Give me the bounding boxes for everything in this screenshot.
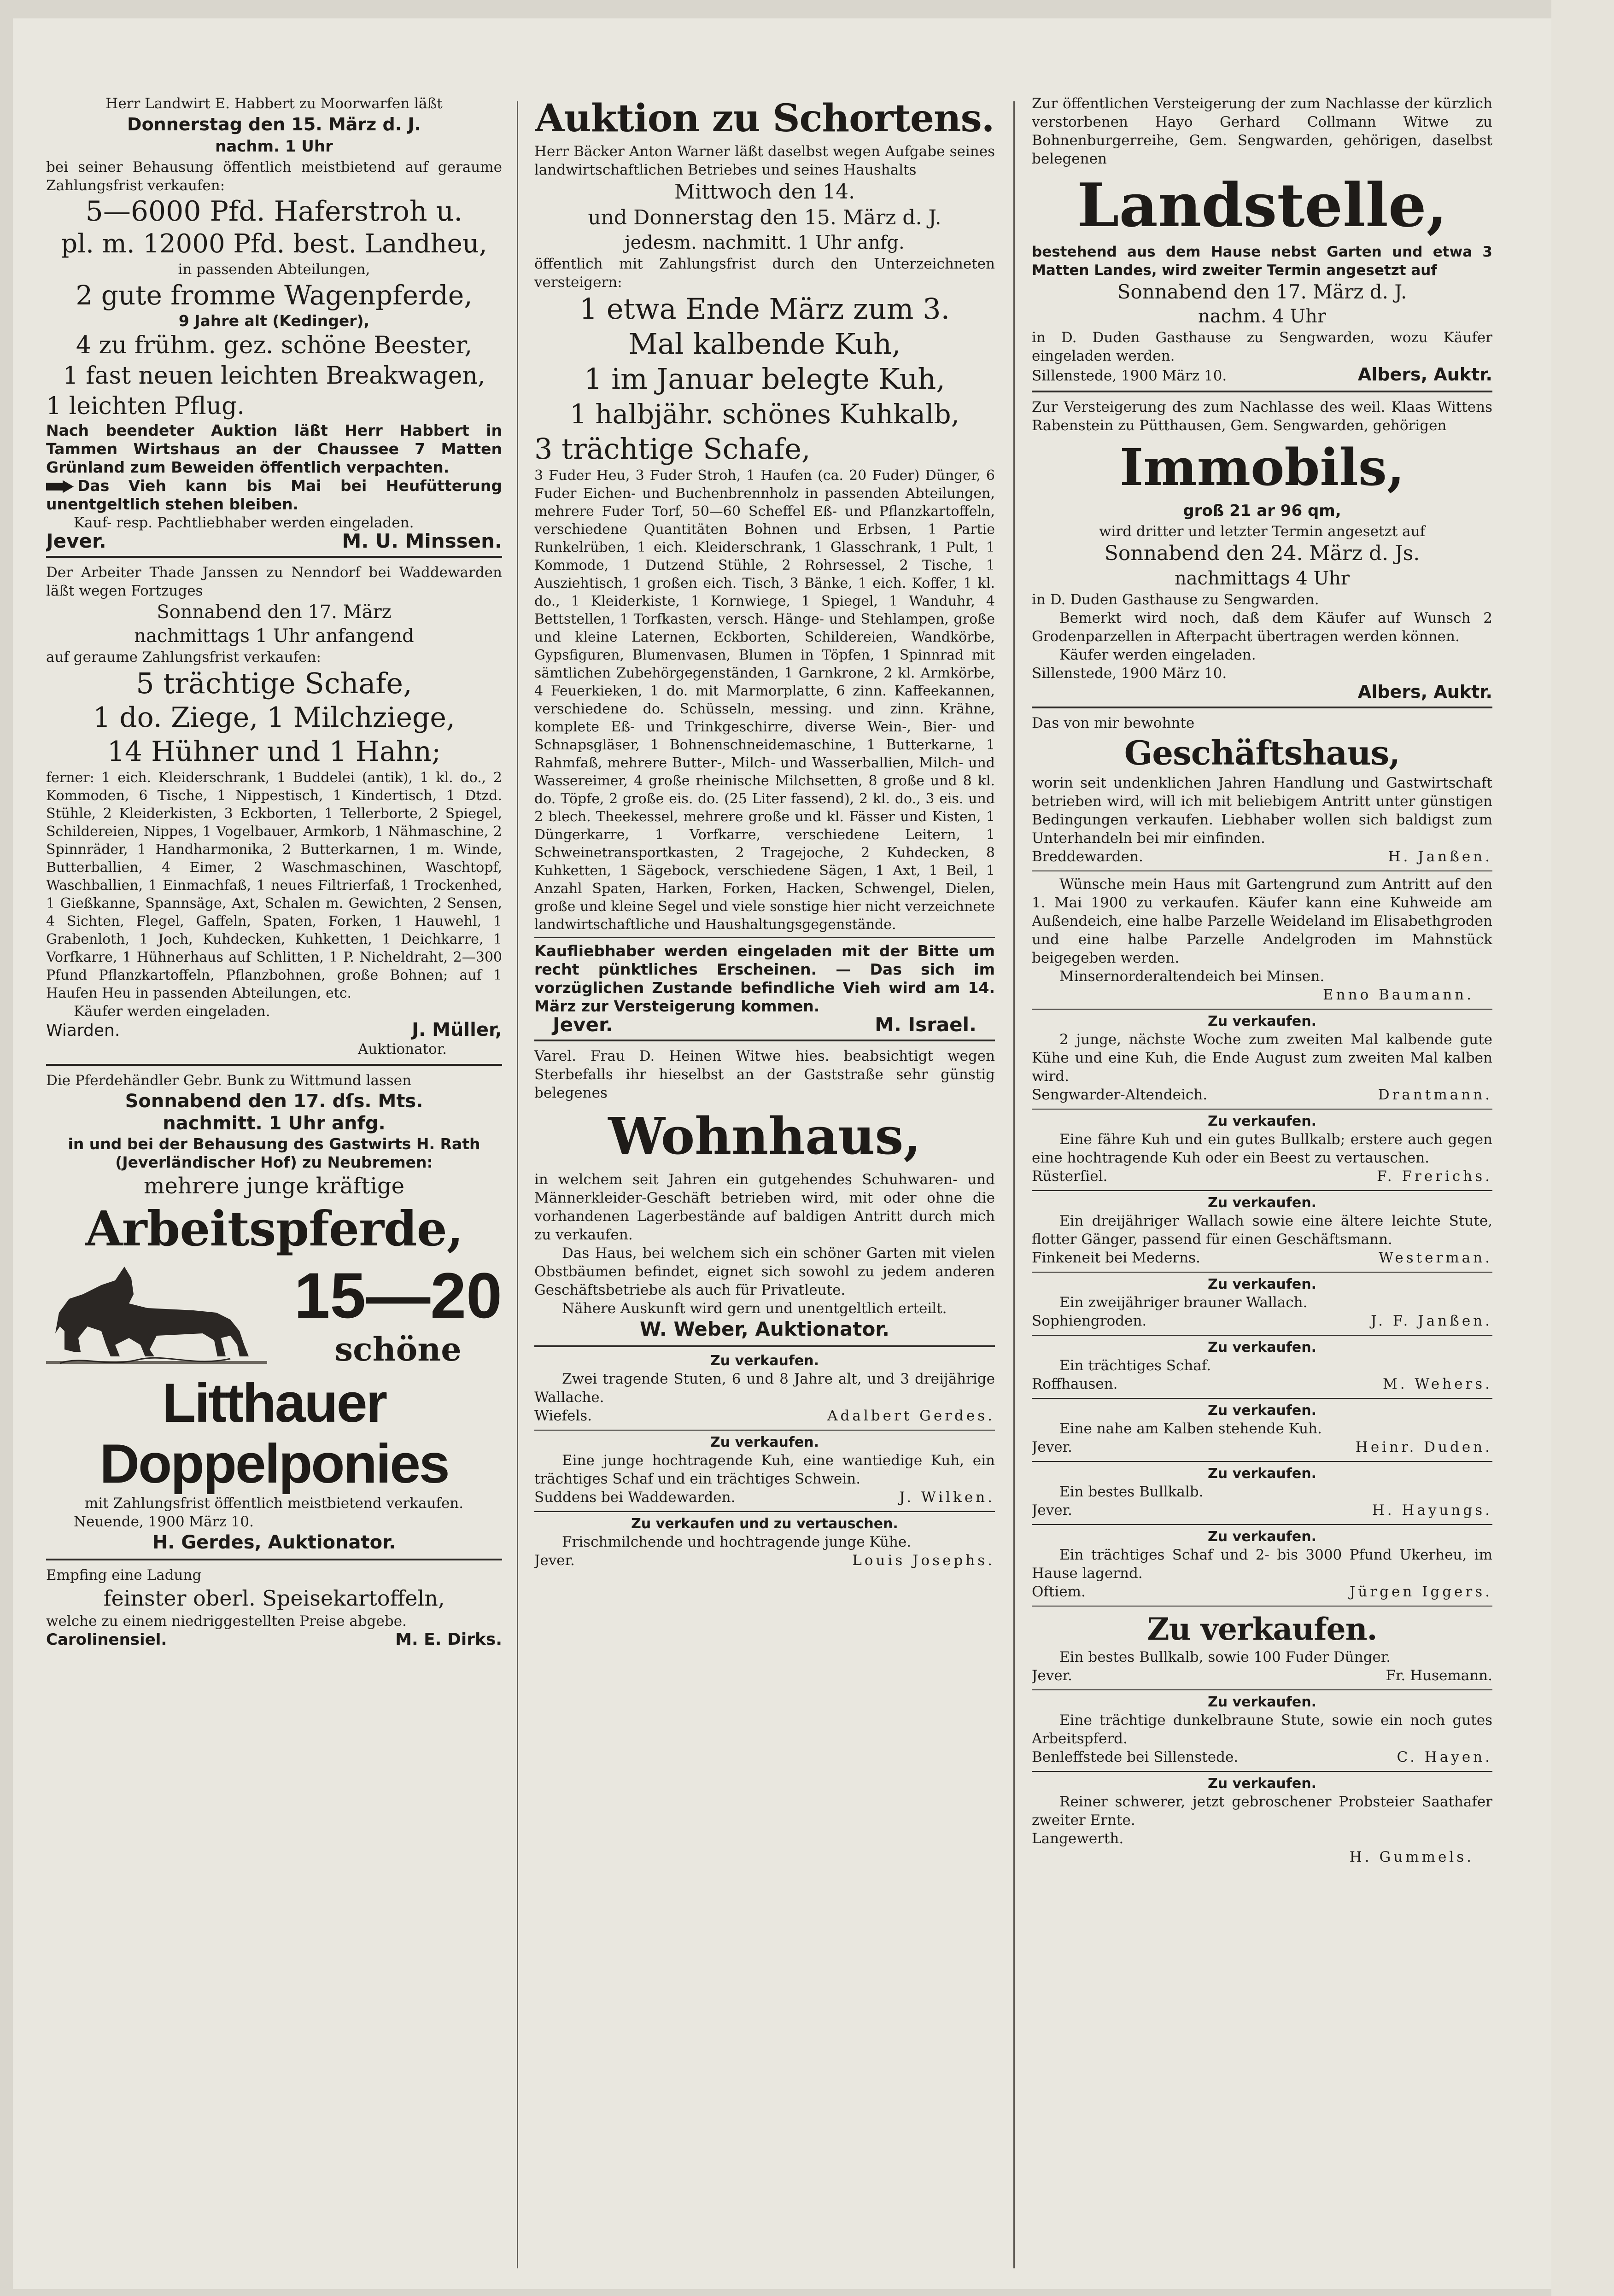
ad-signer-title: Auktionator. xyxy=(357,1041,447,1057)
ad-immobils xyxy=(1032,398,1492,701)
ad-where: in D. Duden Gasthause zu Sengwarden. xyxy=(1032,591,1319,608)
ad-divider xyxy=(1032,1109,1492,1110)
ad-divider xyxy=(1032,707,1492,708)
ad-frerichs xyxy=(1032,1113,1492,1186)
ad-suddens xyxy=(534,1434,995,1507)
ad-signature xyxy=(534,1013,995,1036)
ad-iggers xyxy=(1032,1529,1492,1601)
ad-signature xyxy=(46,1630,502,1649)
ad-list: ferner: 1 eich. Kleiderschrank, 1 Buddelei (antik), 1 kl. do., 2 Kommoden, 6 Tische, 1 Nippestisch, 1 Kindertisch, 1 Dtzd. Stühle, 2 Kleiderkisten, 3 Eckborten, 1 Tellerborte, 2 Spiegel, Schildereien, Nippes, 1 Vogelbauer, Armkorb, 1 Nähmaschine, 2 Spinnräder, 1 Handharmonika, 2 Butterkarnen, 1 m. Winde, Butterballien, 4 Eimer, 2 Waschmaschinen, Waschtopf, Waschballien, 1 Einmachfaß, 1 neues Filtrierfaß, 1 Trockenhed, 1 Gießkanne, Spannsäge, Axt, Schalen m. Gewichten, 2 Sensen, 4 Sichten, Flegel, Gaffeln, Spaten, Forken, 1 Hauwehl, 1 Grabenloth, 1 Joch, Kuhdecken, Kuhketten, 1 Deichkarre, 1 Vorfkarre, 1 Hühnerhaus auf Schlitten, 1 P. Nicheldraht, 2—300 Pfund Pflanzkartoffeln, Pflanzbohnen, große Bohnen; auf 1 Haufen Heu in passenden Abteilungen, etc. xyxy=(46,770,502,1001)
ad-item: 3 trächtige Schafe, xyxy=(534,432,811,466)
ad-divider xyxy=(1032,1335,1492,1336)
ad-item: 1 leichten Pflug. xyxy=(46,392,245,420)
ad-husemann xyxy=(1032,1610,1492,1685)
ad-signer: H. Hayungs. xyxy=(1372,1502,1492,1519)
ad-divider xyxy=(1032,1606,1492,1607)
ad-signer: Fr. Husemann. xyxy=(1386,1667,1492,1684)
ad-body: worin seit undenklichen Jahren Handlung und Gastwirtschaft betrieben wird, will ich mit beliebigem Antritt unter günstigen Bedingungen verkaufen. Liebhaber wollen sich baldigst zum Unterhandeln bei mir einfinden. xyxy=(1032,775,1492,847)
ad-signature xyxy=(1032,1086,1492,1104)
ad-hayungs xyxy=(1032,1466,1492,1519)
ad-name: Litthauer xyxy=(162,1372,386,1434)
ad-head: Zu verkaufen. xyxy=(1208,1402,1316,1419)
ad-signature xyxy=(1032,1249,1492,1267)
ad-dateline: Neuende, 1900 März 10. xyxy=(74,1513,254,1530)
ad-item: 1 im Januar belegte Kuh, xyxy=(584,362,945,396)
ad-text: Ein bestes Bullkalb, sowie 100 Fuder Dünger. xyxy=(1059,1649,1391,1665)
ad-headline: Immobils, xyxy=(1119,438,1405,497)
ad-signer: Louis Josephs. xyxy=(852,1552,995,1569)
ad-text: Ein zweijähriger brauner Wallach. xyxy=(1059,1294,1308,1311)
ad-head: Zu verkaufen. xyxy=(1208,1694,1316,1710)
ad-schortens xyxy=(534,94,995,1034)
ad-date: Sonnabend den 24. März d. Js. xyxy=(1104,542,1420,565)
ad-text: Eine nahe am Kalben stehende Kuh. xyxy=(1059,1420,1322,1437)
ad-terms: öffentlich mit Zahlungsfrist durch den Unterzeichneten versteigern: xyxy=(534,256,995,291)
ad-varel xyxy=(534,1047,995,1340)
ad-signer: F. Frerichs. xyxy=(1377,1168,1492,1185)
ad-terms: mit Zahlungsfrist öffentlich meistbietend verkaufen. xyxy=(84,1495,464,1512)
ad-intro: Varel. Frau D. Heinen Witwe hies. beabsichtigt wegen Sterbefalls ihr hieselbst an der Gaststraße sehr günstig belegenes xyxy=(534,1048,995,1101)
ad-signer: Adalbert Gerdes. xyxy=(827,1408,995,1424)
ad-notice: Kaufliebhaber werden eingeladen mit der Bitte um recht pünktliches Erscheinen. — Das sich im vorzüglichen Zustande befindliche Vieh wird am 14. März zur Versteigerung kommen. xyxy=(534,942,995,1015)
ad-divider xyxy=(534,1040,995,1041)
ad-text: Frischmilchende und hochtragende junge Kühe. xyxy=(562,1534,912,1550)
ad-text: Eine junge hochtragende Kuh, eine wantiedige Kuh, ein trächtiges Schaf und ein trächtiges Schwein. xyxy=(534,1452,995,1487)
ad-note: Das Vieh kann bis Mai bei Heufütterung unentgeltlich stehen bleiben. xyxy=(46,477,502,513)
ad-body: in welchem seit Jahren ein gutgehendes Schuhwaren- und Männerkleider-Geschäft betrieben wird, mit oder ohne die vorhandenen Lagerbestände auf baldigen Antritt durch mich zu verkaufen. xyxy=(534,1171,995,1243)
ad-signer: Westerman. xyxy=(1379,1250,1492,1266)
ad-signature xyxy=(1032,1748,1492,1766)
ad-signature xyxy=(1032,847,1492,866)
ad-head: Zu verkaufen und zu vertauschen. xyxy=(631,1516,898,1532)
ad-signer: H. Gummels. xyxy=(1349,1849,1474,1865)
ad-divider xyxy=(1032,1398,1492,1399)
ad-item: 4 zu frühm. gez. schöne Beester, xyxy=(76,332,473,359)
ad-divider xyxy=(1032,870,1492,871)
ad-divider xyxy=(1032,1272,1492,1273)
ad-signer: Enno Baumann. xyxy=(1323,987,1474,1003)
page-edge xyxy=(1551,0,1614,2296)
ad-place: Finkeneit bei Mederns. xyxy=(1032,1250,1200,1266)
ad-signature xyxy=(1032,1312,1492,1330)
ad-headline: Wohnhaus, xyxy=(608,1106,921,1166)
ad-signature xyxy=(534,1551,995,1570)
ad-date: Sonnabend den 17. März xyxy=(157,602,392,623)
ad-signature xyxy=(46,532,502,550)
ad-signature xyxy=(534,1407,995,1425)
ad-divider xyxy=(1032,1190,1492,1191)
column-1 xyxy=(46,94,502,2273)
ad-signer: Jürgen Iggers. xyxy=(1349,1583,1492,1600)
ad-baumann xyxy=(1032,875,1492,1004)
ad-signature xyxy=(1032,1167,1492,1186)
ad-item: 5 trächtige Schafe, xyxy=(136,666,412,700)
ad-text: Eine trächtige dunkelbraune Stute, sowie ein noch gutes Arbeitspferd. xyxy=(1032,1712,1492,1747)
ad-time: jedesm. nachmitt. 1 Uhr anfg. xyxy=(625,232,905,253)
ad-date: Sonnabend den 17. dſs. Mts. xyxy=(125,1091,423,1112)
ad-hayen xyxy=(1032,1694,1492,1766)
ad-item-note: in passenden Abteilungen, xyxy=(178,261,370,278)
ad-text: Wünsche mein Haus mit Gartengrund zum Antritt auf den 1. Mai 1900 zu verkaufen. Käufer kann eine Kuhweide am Außendeich, eine halbe Parzelle Weideland im Elisabethgroden und eine halbe Parzelle Andelgroden im Mahnstück beigegeben werden. xyxy=(1032,876,1492,966)
ad-landstelle xyxy=(1032,94,1492,385)
ad-place: Breddewarden. xyxy=(1032,848,1143,865)
ad-signer: H. Janßen. xyxy=(1388,848,1492,865)
ad-place: Sengwarder-Altendeich. xyxy=(1032,1087,1208,1103)
ad-divider xyxy=(534,937,995,938)
ad-invite: Käufer werden eingeladen. xyxy=(1059,647,1256,663)
ad-sub: mehrere junge kräftige xyxy=(143,1173,405,1199)
ad-place: Benleffstede bei Sillenstede. xyxy=(1032,1749,1239,1765)
ad-place: Jever. xyxy=(1032,1667,1072,1684)
ad-date: Sonnabend den 17. März d. J. xyxy=(1117,280,1407,303)
ad-signer: Albers, Auktr. xyxy=(1357,682,1492,702)
ad-signer: W. Weber, Auktionator. xyxy=(640,1318,889,1340)
ad-signer: M. Israel. xyxy=(875,1013,977,1036)
ad-time: nachm. 1 Uhr xyxy=(215,137,333,156)
ad-divider xyxy=(46,556,502,558)
ad-intro: Die Pferdehändler Gebr. Bunk zu Wittmund lassen xyxy=(46,1072,412,1089)
ad-time: nachm. 4 Uhr xyxy=(1198,306,1326,327)
ad-divider xyxy=(1032,1771,1492,1772)
column-2 xyxy=(534,94,995,2273)
column-3 xyxy=(1032,94,1492,2273)
ad-dateline: Sillenstede, 1900 März 10. xyxy=(1032,368,1227,384)
ad-signature xyxy=(1032,365,1492,385)
ad-place: Rüsterſiel. xyxy=(1032,1168,1108,1185)
ad-dateline: Sillenstede, 1900 März 10. xyxy=(1032,665,1227,682)
horse-row xyxy=(46,1257,502,1373)
ad-text: Ein trächtiges Schaf. xyxy=(1059,1357,1211,1374)
ad-janssen xyxy=(1032,1276,1492,1330)
ponies-adjective: schöne xyxy=(334,1330,462,1368)
ad-desc: bestehend aus dem Hause nebst Garten und etwa 3 Matten Landes, wird zweiter Termin angesetzt auf xyxy=(1032,244,1492,279)
ad-list: 3 Fuder Heu, 3 Fuder Stroh, 1 Haufen (ca. 20 Fuder) Dünger, 6 Fuder Eichen- und Buchenbrennholz in passenden Abteilungen, mehrere Fuder Torf, 50—60 Scheffel Eß- und Pflanzkartoffeln, verschiedene Quantitäten Bohnen und Erbsen, 1 Partie Runkelrüben, 1 eich. Kleiderschrank, 1 Glasschrank, 1 Pult, 1 Kommode, 1 Dutzend Stühle, 2 Rohrsessel, 2 Tische, 1 Ausziehtisch, 1 großen eich. Tisch, 3 Bänke, 1 eich. Koffer, 1 kl. do., 1 Kleiderkiste, 1 Kornwiege, 1 Spiegel, 1 Wanduhr, 4 Bettstellen, 1 Torfkasten, versch. Hänge- und Stehlampen, große und kleine Laternen, Eckborten, Schildereien, Wandkörbe, Gypsfiguren, Blumenvasen, Blumen in Töpfen, 1 Spinnrad mit sämtlichen Zubehörgegenständen, 1 Garnkrone, 2 kl. Armkörbe, 4 Feuerkieken, 1 do. mit Marmorplatte, 6 zinn. Kaffeekannen, verschiedene do. Schüsseln, messing. und zinn. Krähne, komplete Eß- und Trinkgeschirre, diverse Wein-, Bier- und Schnapsgläser, 1 Bohnenschneidemaschine, 1 Butterkarne, 1 Rahmfaß, mehrere Butter-, Milch- und Wasserballien, Milch- und Wassereimer, 4 große rheinische Milchsetten, 8 große und 8 kl. do. Töpfe, 2 große eis. do. (25 Liter fassend), 2 kl. do., 3 eis. und 2 blech. Theekessel, mehrere große und kl. Fässer und Kisten, 1 Düngerkarre, 1 Vorfkarre, verschiedene Leitern, 1 Schweinetransportkasten, 2 Tragejoche, 2 Kuhdecken, 8 Kuhketten, 1 Sägebock, verschiedene Sägen, 1 Axt, 1 Beil, 1 Anzahl Spaten, Harken, Forken, Hacken, Schwengel, Dielen, große und kleine Segel und viele sonstige hier nicht verzeichnete landwirtschaftliche und Haushaltungsgegenstände. xyxy=(534,467,995,933)
ad-divider xyxy=(46,1064,502,1066)
ad-headline: feinster oberl. Speisekartoffeln, xyxy=(103,1586,445,1611)
ad-place: Sophiengroden. xyxy=(1032,1313,1147,1329)
ad-signature xyxy=(1032,1666,1492,1685)
ad-signature xyxy=(534,1488,995,1507)
ad-signer: Drantmann. xyxy=(1378,1087,1492,1103)
ad-intro: Das von mir bewohnte xyxy=(1032,715,1195,731)
ad-gummels xyxy=(1032,1776,1492,1866)
ad-sub: welche zu einem niedriggestellten Preise abgebe. xyxy=(46,1613,407,1630)
ad-head: Zu verkaufen. xyxy=(1208,1195,1316,1211)
ad-signer: M. E. Dirks. xyxy=(395,1630,502,1649)
ad-divider xyxy=(1032,1009,1492,1010)
ad-place-line: in und bei der Behausung des Gastwirts H. Rath (Jeverländischer Hof) zu Neubremen: xyxy=(68,1135,480,1171)
ad-head: Zu verkaufen. xyxy=(1208,1776,1316,1792)
ad-time: nachmitt. 1 Uhr anfg. xyxy=(163,1113,386,1134)
ponies-number: 15—20 xyxy=(294,1259,502,1332)
ad-item: 5—6000 Pfd. Haferstroh u. xyxy=(85,195,463,228)
ad-signer: M. U. Minssen. xyxy=(342,530,502,552)
ad-item: 14 Hühner und 1 Hahn; xyxy=(107,736,441,768)
ad-intro: Zur Versteigerung des zum Nachlasse des weil. Klaas Wittens Rabenstein zu Pütthausen, Gem. Sengwarden, gehörigen xyxy=(1032,399,1492,434)
ad-divider xyxy=(1032,1524,1492,1525)
ad-signature xyxy=(1032,1583,1492,1601)
ad-intro: Zur öffentlichen Versteigerung der zum Nachlasse der kürzlich verstorbenen Hayo Gerhard Collmann Witwe zu Bohnenburgerreihe, Gem. Sengwarden, gehörigen, daselbst belegenen xyxy=(1032,95,1492,167)
ad-invite: Käufer werden eingeladen. xyxy=(74,1003,270,1020)
ad-carolinensiel xyxy=(46,1566,502,1649)
ad-signer: J. F. Janßen. xyxy=(1371,1313,1492,1329)
ad-place: Jever. xyxy=(534,1552,575,1569)
ad-wehers xyxy=(1032,1339,1492,1393)
ad-where: in D. Duden Gasthause zu Sengwarden, wozu Käufer eingeladen werden. xyxy=(1032,329,1492,364)
ad-josephs xyxy=(534,1516,995,1570)
ad-after: Nach beendeter Auktion läßt Herr Habbert in Tammen Wirtshaus an der Chaussee 7 Matten Grünland zum Beweiden öffentlich verpachten. xyxy=(46,421,502,476)
ad-text: Eine fähre Kuh und ein gutes Bullkalb; erstere auch gegen eine hochtragende Kuh oder ein Beest zu vertauschen. xyxy=(1032,1131,1492,1166)
ad-signer: M. Wehers. xyxy=(1382,1376,1492,1392)
ad-text: Reiner schwerer, jetzt gebroschener Probsteier Saathafer zweiter Ernte. xyxy=(1032,1794,1492,1829)
ad-date: und Donnerstag den 15. März d. J. xyxy=(588,206,942,229)
ad-duden xyxy=(1032,1402,1492,1456)
ad-place: Carolinensiel. xyxy=(46,1630,167,1649)
ad-item: 1 do. Ziege, 1 Milchziege, xyxy=(93,701,455,734)
ad-moorwarfen xyxy=(46,94,502,550)
ad-divider xyxy=(534,1511,995,1512)
ad-place: Minsernorderaltendeich bei Minsen. xyxy=(1059,968,1325,985)
ad-signature xyxy=(1032,664,1492,683)
ad-invite: Kauf- resp. Pachtliebhaber werden eingeladen. xyxy=(74,514,414,531)
ad-item: 1 etwa Ende März zum 3. xyxy=(579,292,950,326)
ad-text: Ein dreijähriger Wallach sowie eine ältere leichte Stute, flotter Gänger, passend für einen Geschäftsmann. xyxy=(1032,1213,1492,1248)
ad-geschaeftshaus xyxy=(1032,714,1492,866)
ad-signer: H. Gerdes, Auktionator. xyxy=(152,1532,396,1553)
ad-size: groß 21 ar 96 qm, xyxy=(1183,502,1341,520)
ad-signature xyxy=(1032,1501,1492,1519)
ad-signer: J. Wilken. xyxy=(899,1489,995,1506)
ad-signer: Albers, Auktr. xyxy=(1357,364,1492,385)
ad-place: Langewerth. xyxy=(1032,1830,1124,1847)
pointing-hand-icon xyxy=(46,480,74,493)
ad-place: Wiarden. xyxy=(46,1021,120,1040)
ad-intro: Empfing eine Ladung xyxy=(46,1567,202,1583)
ad-text: Zwei tragende Stuten, 6 und 8 Jahre alt, und 3 dreijährige Wallache. xyxy=(534,1371,995,1406)
ad-signature xyxy=(46,1021,502,1040)
ad-date: Donnerstag den 15. März d. J. xyxy=(127,114,421,134)
ad-terms: auf geraume Zahlungsfrist verkaufen: xyxy=(46,649,321,666)
ad-divider xyxy=(46,1559,502,1560)
ad-place: Wiefels. xyxy=(534,1408,592,1424)
ad-signature xyxy=(1032,1375,1492,1393)
ad-drantmann xyxy=(1032,1013,1492,1104)
ad-item: 1 halbjähr. schönes Kuhkalb, xyxy=(569,398,960,430)
ad-divider xyxy=(534,1430,995,1431)
ad-place: Roffhausen. xyxy=(1032,1376,1118,1392)
ad-head: Zu verkaufen. xyxy=(710,1434,819,1450)
ad-divider xyxy=(1032,1689,1492,1690)
ad-head: Zu verkaufen. xyxy=(1208,1013,1316,1029)
ad-time: nachmittags 4 Uhr xyxy=(1174,568,1350,589)
ad-intro: Der Arbeiter Thade Janssen zu Nenndorf bei Waddewarden läßt wegen Fortzuges xyxy=(46,564,502,599)
ad-headline: Auktion zu Schortens. xyxy=(535,96,994,140)
ad-wiefels xyxy=(534,1353,995,1425)
ad-signature xyxy=(1032,1438,1492,1456)
ad-head: Zu verkaufen. xyxy=(710,1353,819,1369)
ad-wittmund xyxy=(46,1071,502,1553)
ad-body: Das Haus, bei welchem sich ein schöner Garten mit vielen Obstbäumen befindet, eignet sich sowohl zu jedem anderen Geschäftsbetriebe als auch für Privatleute. xyxy=(534,1245,995,1298)
ad-head: Zu verkaufen. xyxy=(1147,1611,1377,1647)
ad-headline: Arbeitspferde, xyxy=(85,1200,463,1257)
ad-westerman xyxy=(1032,1195,1492,1267)
ad-signer: C. Hayen. xyxy=(1397,1749,1492,1765)
ad-headline: Landstelle, xyxy=(1077,170,1447,240)
ad-head: Zu verkaufen. xyxy=(1208,1466,1316,1482)
ad-date: Mittwoch den 14. xyxy=(674,180,855,204)
ad-item: 1 fast neuen leichten Breakwagen, xyxy=(63,362,485,390)
ad-head: Zu verkaufen. xyxy=(1208,1276,1316,1292)
ad-terms: bei seiner Behausung öffentlich meistbietend auf geraume Zahlungsfrist verkaufen: xyxy=(46,159,502,194)
ad-item: Mal kalbende Kuh, xyxy=(628,327,901,361)
ad-item: 2 gute fromme Wagenpferde, xyxy=(76,280,473,311)
ad-name: Doppelponies xyxy=(99,1433,449,1495)
ad-place: Jever. xyxy=(1032,1439,1072,1455)
ad-time: nachmittags 1 Uhr anfangend xyxy=(134,625,414,647)
ad-item: pl. m. 12000 Pfd. best. Landheu, xyxy=(61,229,487,259)
ad-text: Ein trächtiges Schaf und 2- bis 3000 Pfund Ukerheu, im Hause lagernd. xyxy=(1032,1547,1492,1582)
ad-headline: Geschäftshaus, xyxy=(1124,733,1400,772)
ad-signer: Heinr. Duden. xyxy=(1355,1439,1492,1455)
ad-place: Jever. xyxy=(553,1013,613,1036)
ad-text: 2 junge, nächste Woche zum zweiten Mal kalbende gute Kühe und eine Kuh, die Ende August zum zweiten Mal kalben wird. xyxy=(1032,1031,1492,1085)
ad-intro: Herr Landwirt E. Habbert zu Moorwarfen läßt xyxy=(105,95,443,112)
ad-body: Nähere Auskunft wird gern und unentgeltlich erteilt. xyxy=(562,1300,947,1317)
ad-divider xyxy=(534,1345,995,1347)
ad-place: Oftiem. xyxy=(1032,1583,1086,1600)
ad-note: Bemerkt wird noch, daß dem Käufer auf Wunsch 2 Grodenparzellen in Afterpacht übertragen werden können. xyxy=(1032,610,1492,645)
ponies-count xyxy=(294,1261,502,1369)
ad-head: Zu verkaufen. xyxy=(1208,1113,1316,1129)
ad-intro: Herr Bäcker Anton Warner läßt daselbst wegen Aufgabe seines landwirtschaftlichen Betriebes und seines Haushalts xyxy=(534,143,995,178)
ad-place: Jever. xyxy=(46,530,106,552)
ad-divider xyxy=(1032,391,1492,392)
ad-item-note: 9 Jahre alt (Kedinger), xyxy=(178,312,370,330)
ad-signer: J. Müller, xyxy=(412,1019,502,1040)
column-rule xyxy=(1013,101,1015,2268)
horse-illustration-icon xyxy=(46,1257,267,1373)
ad-place: Jever. xyxy=(1032,1502,1072,1519)
column-rule xyxy=(517,101,518,2268)
ad-head: Zu verkaufen. xyxy=(1208,1339,1316,1355)
ad-head: Zu verkaufen. xyxy=(1208,1529,1316,1545)
ad-desc: wird dritter und letzter Termin angesetzt auf xyxy=(1099,523,1426,540)
ad-text: Ein bestes Bullkalb. xyxy=(1059,1484,1204,1500)
ad-nenndorf xyxy=(46,563,502,1058)
ad-divider xyxy=(1032,1461,1492,1462)
ad-place: Suddens bei Waddewarden. xyxy=(534,1489,736,1506)
